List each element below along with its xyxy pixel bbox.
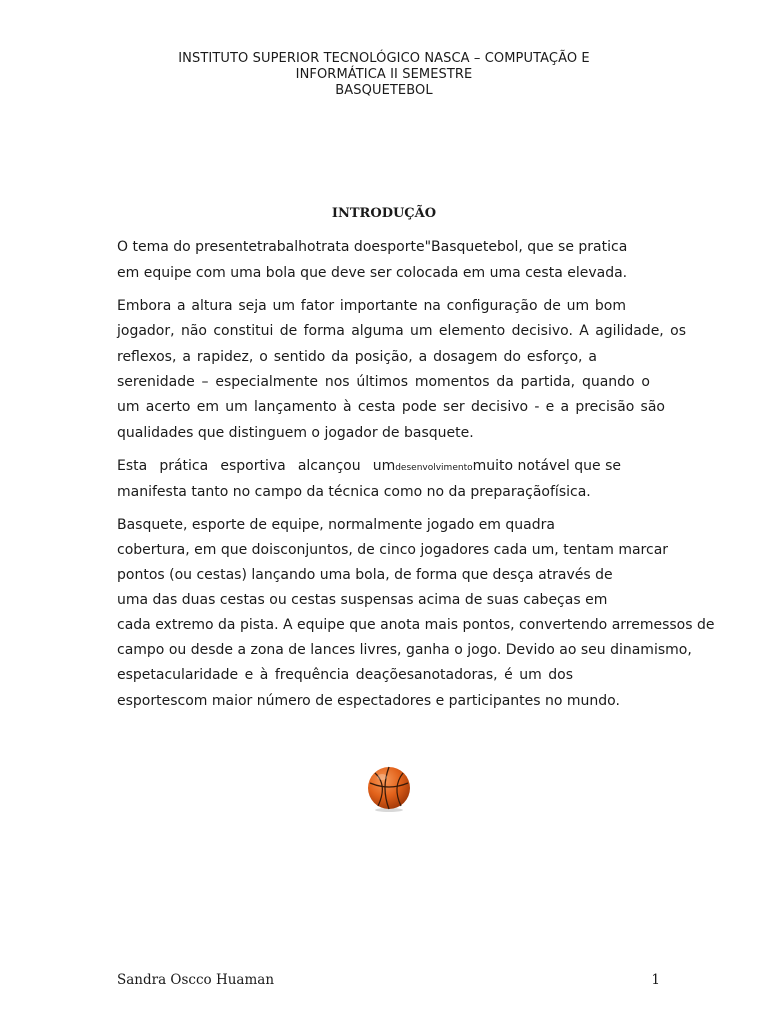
paragraph-2-line-2: jogador, não constitui de forma alguma um elemento decisivo. A agilidade, os: [117, 323, 686, 339]
paragraph-4-line-1: Basquete, esporte de equipe, normalmente jogado em quadra: [117, 517, 555, 533]
paragraph-4-line-4: uma das duas cestas ou cestas suspensas acima de suas cabeças em: [117, 592, 608, 608]
footer-author: Sandra Oscco Huaman: [117, 972, 275, 988]
basketball-icon: [366, 765, 412, 813]
paragraph-2-line-5: um acerto em um lançamento à cesta pode ser decisivo - e a precisão são: [117, 399, 665, 415]
paragraph-4-line-2: cobertura, em que doisconjuntos, de cinco jogadores cada um, tentam marcar: [117, 542, 669, 558]
paragraph-2-line-6: qualidades que distinguem o jogador de basquete.: [117, 425, 474, 441]
header-line-2: INFORMÁTICA II SEMESTRE: [295, 67, 473, 82]
paragraph-3-line-2: manifesta tanto no campo da técnica como no da preparaçãofísica.: [117, 484, 591, 500]
section-title: INTRODUÇÃO: [331, 206, 437, 221]
paragraph-4-line-3: pontos (ou cestas) lançando uma bola, de forma que desça através de: [117, 567, 613, 583]
header-line-1: INSTITUTO SUPERIOR TECNOLÓGICO NASCA – COMPUTAÇÃO E: [178, 51, 590, 66]
paragraph-1-line-2: em equipe com uma bola que deve ser colocada em uma cesta elevada.: [117, 265, 628, 281]
paragraph-4-line-5: cada extremo da pista. A equipe que anota mais pontos, convertendo arremessos de: [117, 617, 715, 633]
paragraph-3-line-1: [117, 457, 621, 477]
paragraph-4-line-8: esportescom maior número de espectadores e participantes no mundo.: [117, 693, 620, 709]
document-header: [0, 51, 768, 99]
paragraph-2-line-1: Embora a altura seja um fator importante na configuração de um bom: [117, 298, 626, 314]
header-line-3: BASQUETEBOL: [335, 83, 433, 98]
paragraph-1-line-1: O tema do presentetrabalhotrata doesporte"Basquetebol, que se pratica: [117, 239, 628, 255]
paragraph-3-text-b: muito notável que se: [472, 458, 621, 474]
paragraph-3-small-word: desenvolvimento: [395, 463, 473, 473]
paragraph-4-line-6: campo ou desde a zona de lances livres, ganha o jogo. Devido ao seu dinamismo,: [117, 642, 692, 658]
paragraph-2-line-4: serenidade – especialmente nos últimos momentos da partida, quando o: [117, 374, 650, 390]
page-number: 1: [651, 972, 660, 988]
paragraph-4-line-7: espetacularidade e à frequência deaçõesanotadoras, é um dos: [117, 667, 573, 683]
paragraph-3-text-a: Esta prática esportiva alcançou um: [117, 458, 396, 474]
paragraph-2-line-3: reflexos, a rapidez, o sentido da posição, a dosagem do esforço, a: [117, 349, 597, 365]
